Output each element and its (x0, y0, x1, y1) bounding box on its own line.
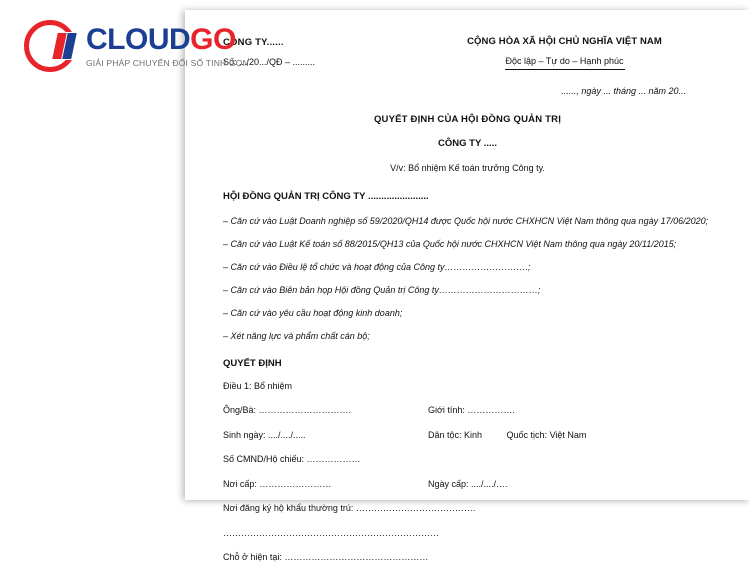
legal-basis-list (223, 215, 712, 344)
cloudgo-logo (24, 20, 249, 72)
brand-name-part1: CLOUD (86, 22, 191, 56)
decision-body (223, 380, 712, 565)
document-header-right (417, 36, 712, 70)
issue-place-field-label: Nơi cấp: …………………… (223, 478, 332, 489)
ethnicity-field-label: Dân tộc: Kinh (428, 429, 483, 440)
board-line: HỘI ĐỒNG QUẢN TRỊ CÔNG TY ....................... (223, 191, 429, 202)
birth-ethnicity-row (223, 429, 712, 443)
document-number-label: Số: .../20.../QĐ – ......... (223, 57, 316, 67)
nation-title: CỘNG HÒA XÃ HỘI CHỦ NGHĨA VIỆT NAM (467, 36, 662, 47)
document-title-block (223, 114, 712, 173)
current-address-field-label: Chỗ ở hiện tại: ………………………………………… (223, 552, 429, 563)
name-field-label: Ông/Bà: …………………………. (223, 405, 352, 416)
motto-underline (505, 69, 625, 70)
legal-basis-item: – Căn cứ vào Luật Kế toán số 88/2015/QH13 của Quốc hội nước CHXHCN Việt Nam thông qua ngày 20/11/2015; (223, 238, 677, 249)
residence-dots-line: ……………………………………………………………… (223, 527, 439, 538)
cloudgo-logo-text (86, 22, 249, 68)
decision-heading: QUYẾT ĐỊNH (223, 357, 282, 369)
article-1-label: Điều 1: Bổ nhiệm (223, 380, 293, 391)
company-label: CÔNG TY...... (223, 37, 284, 48)
cloudgo-logo-mark-icon (24, 20, 76, 72)
birthday-field-label: Sinh ngày: ..../..../..... (223, 429, 306, 440)
legal-basis-item: – Căn cứ vào Luật Doanh nghiệp số 59/2020/QH14 được Quốc hội nước CHXHCN Việt Nam thông qua ngày 17/06/2020; (223, 216, 709, 226)
legal-basis-item: – Căn cứ vào yêu cầu hoạt động kinh doanh; (223, 307, 403, 318)
residence-field-label: Nơi đăng ký hộ khẩu thường trú: …………………………………. (223, 503, 476, 514)
issue-date-field-label: Ngày cấp: ..../..../…. (428, 478, 508, 489)
legal-basis-item: – Xét năng lực và phẩm chất cán bộ; (223, 330, 370, 341)
ethnicity-nationality-group (428, 429, 712, 443)
document-title: QUYẾT ĐỊNH CỦA HỘI ĐỒNG QUẢN TRỊ (373, 114, 562, 125)
document-subject: V/v: Bổ nhiệm Kế toán trưởng Công ty. (390, 163, 545, 173)
document-header (223, 36, 712, 70)
id-field-label: Số CMND/Hộ chiếu: ……………… (223, 454, 361, 465)
name-gender-row (223, 404, 712, 418)
gender-field-label: Giới tính: ……………. (428, 405, 515, 416)
document-page (185, 10, 750, 563)
nation-motto: Độc lập – Tự do – Hạnh phúc (505, 56, 624, 66)
issue-row (223, 478, 712, 492)
brand-wordmark (86, 22, 249, 56)
brand-name-part2: GO (190, 22, 236, 56)
nationality-field-label: Quốc tịch: Việt Nam (506, 429, 587, 440)
legal-basis-item: – Căn cứ vào Biên bản họp Hội đồng Quản trị Công ty……………………………; (223, 284, 541, 295)
document-title-company: CÔNG TY ..... (438, 138, 497, 149)
date-line: ......, ngày ... tháng ... năm 20... (561, 86, 686, 96)
brand-tagline: GIẢI PHÁP CHUYỂN ĐỔI SỐ TINH GỌN (86, 57, 249, 68)
legal-basis-item: – Căn cứ vào Điều lệ tổ chức và hoạt động của Công ty……………………….; (223, 261, 531, 272)
